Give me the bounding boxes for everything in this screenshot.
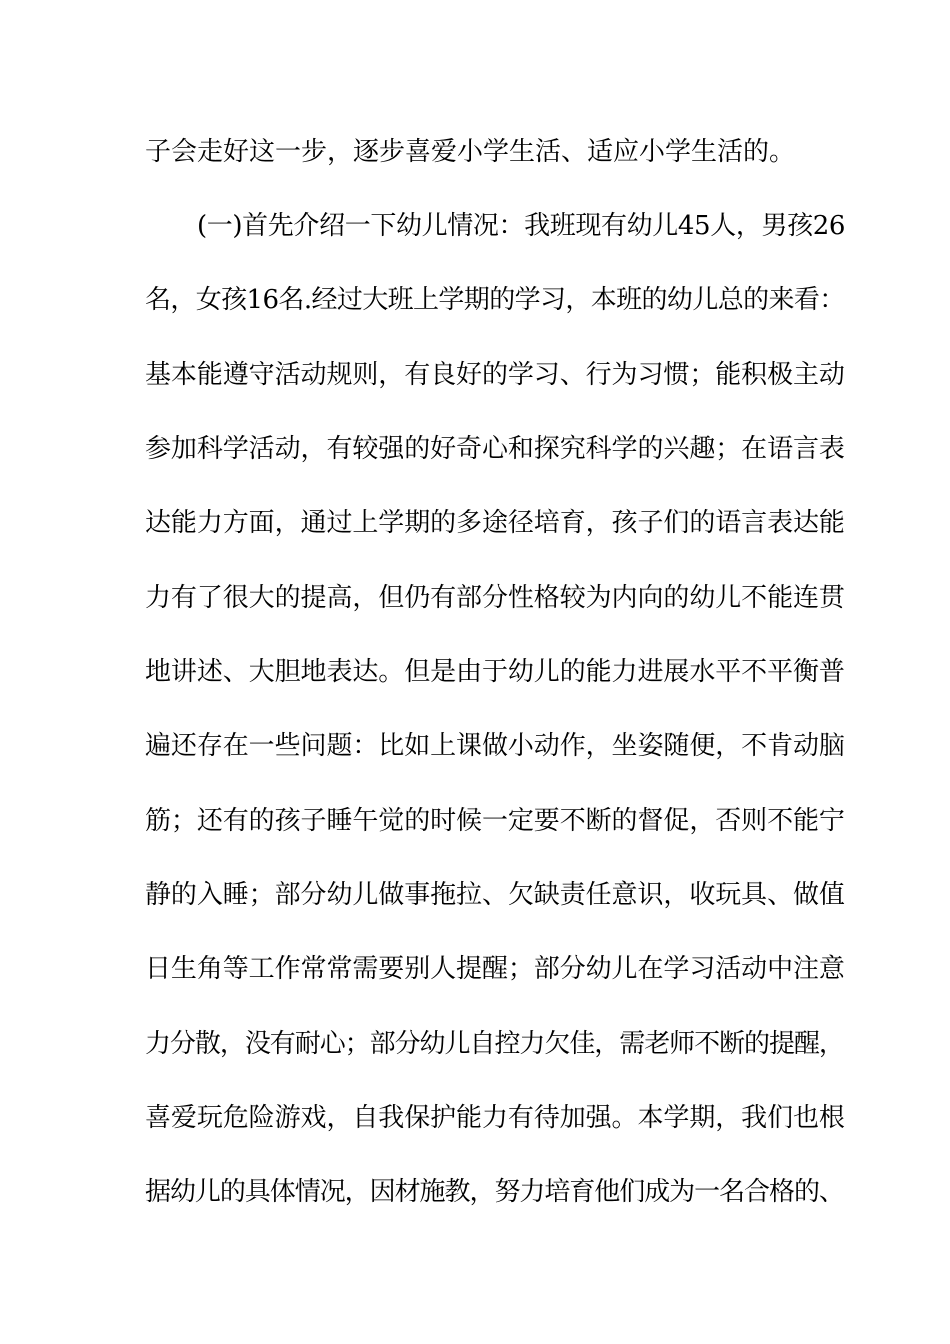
paragraph-line: 力有了很大的提高，但仍有部分性格较为内向的幼儿不能连贯 — [145, 583, 845, 613]
paragraph-line: (一)首先介绍一下幼儿情况：我班现有幼儿45人，男孩26 — [197, 211, 846, 241]
paragraph-line: 子会走好这一步，逐步喜爱小学生活、适应小学生活的。 — [145, 137, 796, 167]
paragraph-line: 遍还存在一些问题：比如上课做小动作，坐姿随便，不肯动脑 — [145, 731, 845, 761]
paragraph-line: 参加科学活动，有较强的好奇心和探究科学的兴趣；在语言表 — [145, 434, 845, 464]
paragraph-line: 名，女孩16名.经过大班上学期的学习，本班的幼儿总的来看： — [145, 285, 845, 315]
paragraph-line: 力分散，没有耐心；部分幼儿自控力欠佳，需老师不断的提醒， — [145, 1029, 844, 1059]
paragraph-line: 日生角等工作常常需要别人提醒；部分幼儿在学习活动中注意 — [145, 954, 845, 984]
paragraph-line: 筋；还有的孩子睡午觉的时候一定要不断的督促，否则不能宁 — [145, 806, 845, 836]
paragraph-line: 达能力方面，通过上学期的多途径培育，孩子们的语言表达能 — [145, 508, 845, 538]
paragraph-line: 基本能遵守活动规则，有良好的学习、行为习惯；能积极主动 — [145, 360, 845, 390]
paragraph-line: 喜爱玩危险游戏，自我保护能力有待加强。本学期，我们也根 — [145, 1103, 845, 1133]
paragraph-line: 静的入睡；部分幼儿做事拖拉、欠缺责任意识，收玩具、做值 — [145, 880, 845, 910]
paragraph-line: 地讲述、大胆地表达。但是由于幼儿的能力进展水平不平衡普 — [145, 657, 845, 687]
paragraph-line: 据幼儿的具体情况，因材施教，努力培育他们成为一名合格的、 — [145, 1177, 844, 1207]
